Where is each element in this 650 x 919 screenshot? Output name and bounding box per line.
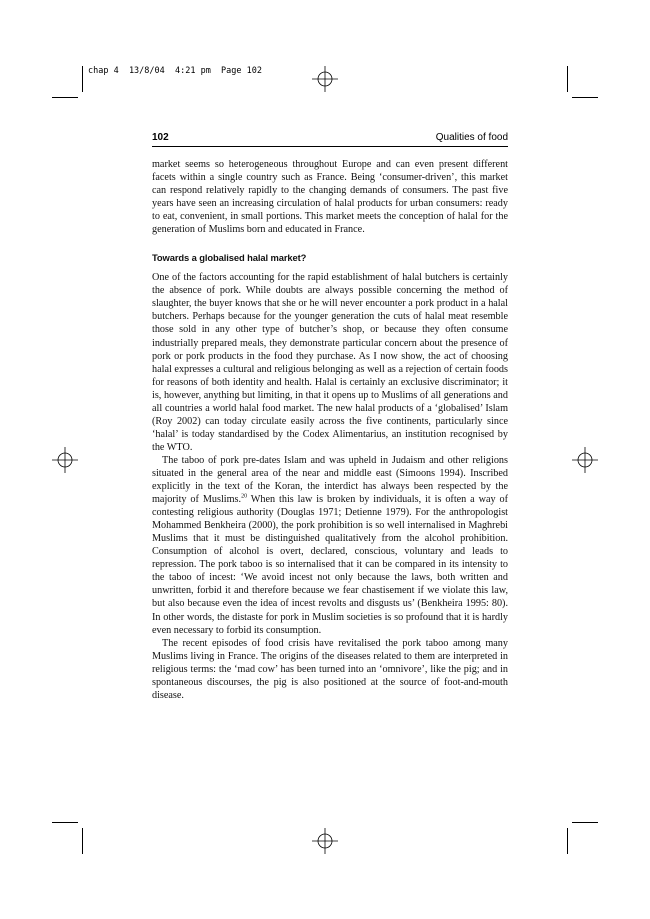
- header-rule: [152, 146, 508, 147]
- printer-slug: chap 4 13/8/04 4:21 pm Page 102: [88, 66, 262, 76]
- crop-mark-bottom-right-v: [567, 828, 568, 854]
- paragraph: The recent episodes of food crisis have revitalised the pork taboo among many Muslims living in France. The origins of the diseases related to them are interpreted in religious terms: the ‘mad cow’ has been turned into an ‘omnivore’, like the pig; and in spontaneous discourses, the pig is also positioned at the source of foot-and-mouth disease.: [152, 637, 508, 701]
- paragraph: market seems so heterogeneous throughout Europe and can even present different facets within a single country such as France. Being ‘consumer-driven’, this market can respond relatively rapidly to the changing demands of consumers. The past five years have seen an increasing circulation of halal products for urban consumers: ready to eat, convenient, in small portions. This market meets the conception of halal for the generation of Muslims born and educated in France.: [152, 159, 508, 236]
- crop-mark-bottom-left-v: [82, 828, 83, 854]
- section-heading: Towards a globalised halal market?: [152, 252, 307, 264]
- crop-mark-bottom-right-h: [572, 822, 598, 823]
- registration-mark-bottom-icon: [312, 828, 338, 854]
- registration-mark-top-icon: [312, 66, 338, 92]
- crop-mark-top-left-v: [82, 66, 83, 92]
- registration-mark-right-icon: [572, 447, 598, 473]
- page-number: 102: [152, 132, 169, 143]
- running-title: Qualities of food: [435, 132, 508, 143]
- crop-mark-top-right-h: [572, 97, 598, 98]
- crop-mark-top-right-v: [567, 66, 568, 92]
- crop-mark-bottom-left-h: [52, 822, 78, 823]
- footnote-marker: 20: [241, 493, 248, 500]
- paragraph: [152, 454, 508, 637]
- registration-mark-left-icon: [52, 447, 78, 473]
- paragraph-text: The taboo of pork pre-dates Islam and was upheld in Judaism and other religions situated in the general area of the near and middle east (Simoons 1994). Inscribed explicitly in the text of the Koran, the interdict has always been respected by the majority of Muslims.: [152, 454, 508, 506]
- paragraph-text: When this law is broken by individuals, it is often a way of contesting religious authority (Douglas 1971; Detienne 1979). For the anthropologist Mohammed Benkheira (2000), the pork prohibition is so well internalised in Maghrebi Muslims that it must be distinguished qualitatively from the alcohol prohibition. Consumption of alcohol is overt, declared, conscious, voluntary and leads to repression. The pork taboo is so internalised that it can be compared in its intensity to the taboo of incest: ‘We avoid incest not only because the laws, both written and unwritten, forbid it and therefore because we fear chastisement if we violate this law, but also because even the idea of incest revolts and disgusts us’ (Benkheira 1995: 80). In other words, the distaste for pork in Muslim societies is so profound that it is hardly even necessary to forbid its consumption.: [152, 494, 508, 636]
- paragraph: One of the factors accounting for the rapid establishment of halal butchers is certainly the absence of pork. While doubts are always possible concerning the method of slaughter, the buyer knows that she or he will never encounter a pork product in a halal butchers. Perhaps because for the younger generation the cuts of halal meat resemble those sold in any other type of butcher’s shop, or because they often consume industrially prepared meals, they demonstrate particular concern about the presence of pork or pork products in the food they purchase. As I now show, the act of choosing halal expresses a cultural and religious belonging as well as a rejection of certain foods for reasons of both identity and health. Halal is certainly an exclusive discriminator; it is, however, anything but limiting, in that it opens up to Muslims of all generations and all countries a world halal food market. The new halal products of a ‘globalised’ Islam (Roy 2002) can today circulate easily across the five continents, particularly since ‘halal’ is today standardised by the Codex Alimentarius, an institution recognised by the WTO.: [152, 272, 508, 453]
- body-text: [152, 158, 508, 702]
- crop-mark-top-left-h: [52, 97, 78, 98]
